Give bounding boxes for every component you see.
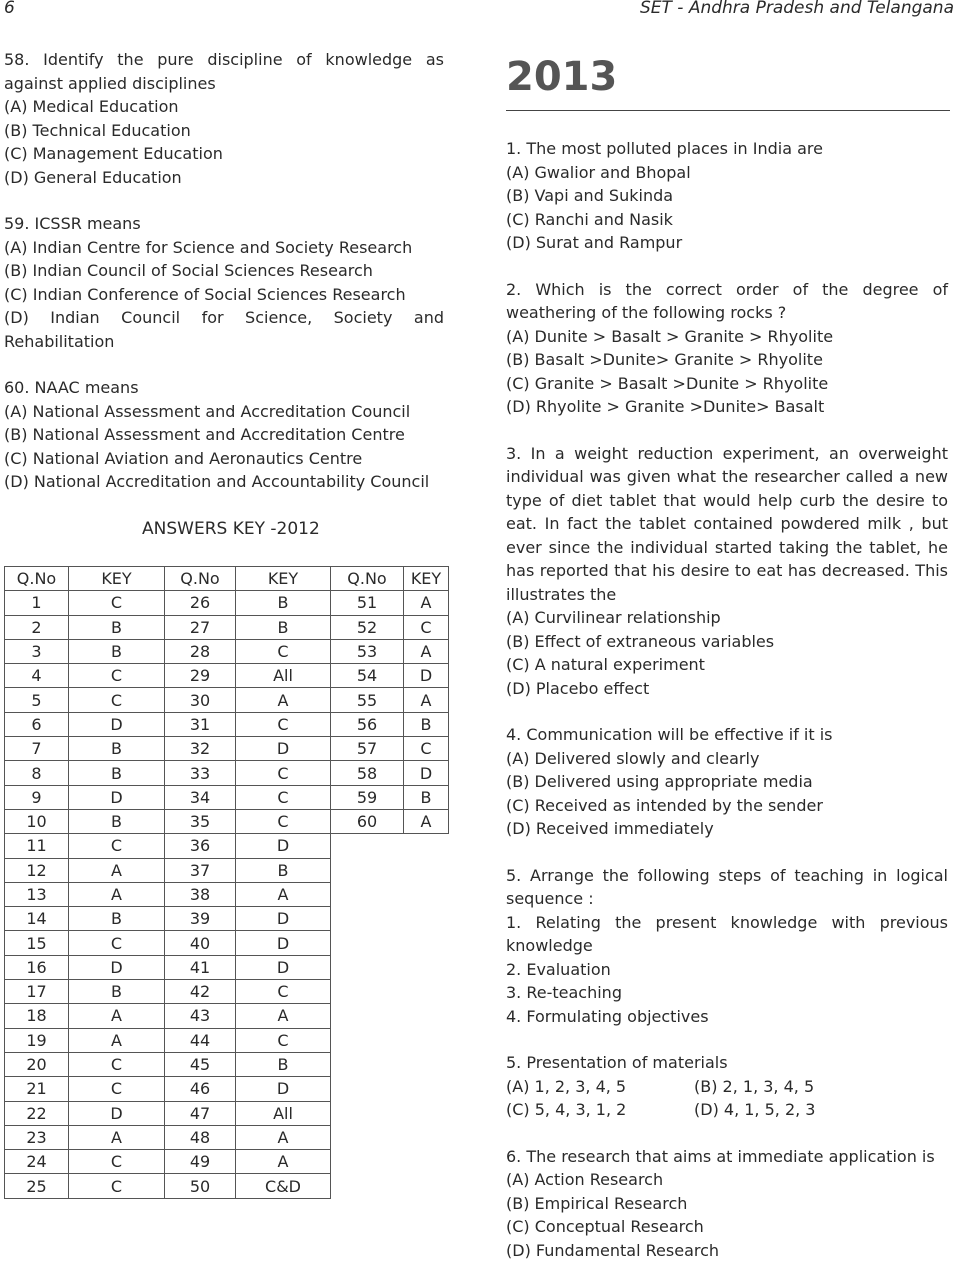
table-cell: 7 [5, 737, 69, 761]
table-row [5, 980, 449, 1004]
table-cell: B [236, 1052, 331, 1076]
option-grid [506, 1075, 948, 1122]
option: (B) Indian Council of Social Sciences Research [4, 261, 373, 280]
table-cell: 34 [165, 785, 236, 809]
question-stem: 4. Communication will be effective if it is [506, 725, 833, 744]
table-cell: D [69, 785, 165, 809]
column-header: Q.No [5, 567, 69, 591]
table-cell: 22 [5, 1101, 69, 1125]
step-item: 5. Presentation of materials [506, 1053, 728, 1072]
table-cell: A [69, 882, 165, 906]
table-cell: 57 [331, 737, 404, 761]
option: (B) Delivered using appropriate media [506, 772, 813, 791]
question-stem: 60. NAAC means [4, 378, 139, 397]
table-cell: D [69, 712, 165, 736]
empty-cell [331, 1004, 404, 1028]
table-cell: B [69, 980, 165, 1004]
table-row [5, 1077, 449, 1101]
table-cell: 19 [5, 1028, 69, 1052]
option: (D) Rhyolite > Granite >Dunite> Basalt [506, 397, 825, 416]
table-row [5, 664, 449, 688]
table-cell: D [404, 664, 449, 688]
question-5-options [506, 1051, 948, 1122]
table-cell: 27 [165, 615, 236, 639]
empty-cell [404, 955, 449, 979]
question-58 [4, 48, 444, 189]
empty-cell [331, 834, 404, 858]
left-column [4, 48, 444, 517]
table-cell: 44 [165, 1028, 236, 1052]
table-cell: C [236, 809, 331, 833]
table-row [5, 1150, 449, 1174]
empty-cell [404, 1004, 449, 1028]
option: (A) Action Research [506, 1170, 664, 1189]
column-header: KEY [236, 567, 331, 591]
table-cell: 36 [165, 834, 236, 858]
table-cell: C [236, 785, 331, 809]
table-cell: B [236, 591, 331, 615]
empty-cell [404, 858, 449, 882]
table-cell: C [69, 591, 165, 615]
table-cell: 4 [5, 664, 69, 688]
empty-cell [404, 1125, 449, 1149]
table-cell: C [236, 1028, 331, 1052]
option: (D) Placebo effect [506, 678, 650, 698]
option: (B) Empirical Research [506, 1193, 688, 1213]
empty-cell [404, 834, 449, 858]
table-cell: 10 [5, 809, 69, 833]
table-cell: B [69, 809, 165, 833]
table-cell: 56 [331, 712, 404, 736]
table-cell: 55 [331, 688, 404, 712]
table-cell: 1 [5, 591, 69, 615]
table-row [5, 712, 449, 736]
table-cell: 3 [5, 639, 69, 663]
empty-cell [331, 1174, 404, 1198]
table-cell: 42 [165, 980, 236, 1004]
option: (C) Conceptual Research [506, 1217, 704, 1236]
question-5 [506, 864, 948, 1029]
option: (B) Basalt >Dunite> Granite > Rhyolite [506, 350, 823, 369]
table-cell: 51 [331, 591, 404, 615]
option: (D) National Accreditation and Accountability Council [4, 472, 430, 491]
question-60 [4, 376, 444, 494]
empty-cell [331, 907, 404, 931]
table-row [5, 1174, 449, 1198]
table-cell: D [236, 907, 331, 931]
empty-cell [331, 1028, 404, 1052]
table-cell: 37 [165, 858, 236, 882]
table-cell: D [236, 955, 331, 979]
table-cell: 20 [5, 1052, 69, 1076]
table-cell: 38 [165, 882, 236, 906]
table-cell: B [69, 615, 165, 639]
table-row [5, 785, 449, 809]
table-cell: All [236, 664, 331, 688]
table-cell: C&D [236, 1174, 331, 1198]
table-row [5, 882, 449, 906]
question-stem: 3. In a weight reduction experiment, an overweight individual was given what the researcher called a new type of diet tablet that would help curb the desire to eat. In fact the tablet contained powdered milk , but ever since the individual started taking the tablet, he has reported that his desire to eat has decreased. This illustrates the [506, 443, 948, 604]
table-cell: 21 [5, 1077, 69, 1101]
table-cell: 59 [331, 785, 404, 809]
table-row [5, 1052, 449, 1076]
table-cell: 41 [165, 955, 236, 979]
option: (C) Indian Conference of Social Sciences Research [4, 284, 406, 304]
column-header: Q.No [165, 567, 236, 591]
table-cell: 23 [5, 1125, 69, 1149]
table-cell: B [404, 785, 449, 809]
page-header [0, 0, 960, 22]
table-cell: A [236, 1125, 331, 1149]
question-stem: 2. Which is the correct order of the degree of weathering of the following rocks ? [506, 279, 948, 322]
empty-cell [404, 1052, 449, 1076]
table-cell: B [69, 761, 165, 785]
table-cell: A [236, 1004, 331, 1028]
table-cell: 39 [165, 907, 236, 931]
table-cell: C [69, 931, 165, 955]
option: (D) Received immediately [506, 819, 714, 838]
empty-cell [404, 1077, 449, 1101]
option: (A) Delivered slowly and clearly [506, 748, 760, 768]
table-cell: 28 [165, 639, 236, 663]
empty-cell [331, 858, 404, 882]
table-cell: 52 [331, 615, 404, 639]
empty-cell [404, 907, 449, 931]
table-cell: 29 [165, 664, 236, 688]
table-cell: 30 [165, 688, 236, 712]
year-heading: 2013 [506, 54, 618, 100]
table-cell: 26 [165, 591, 236, 615]
table-cell: A [69, 1028, 165, 1052]
empty-cell [331, 931, 404, 955]
option: (D) General Education [4, 167, 182, 187]
option: (B) Technical Education [4, 120, 191, 140]
table-cell: B [69, 639, 165, 663]
table-cell: 33 [165, 761, 236, 785]
empty-cell [404, 1028, 449, 1052]
empty-cell [331, 1125, 404, 1149]
table-cell: D [69, 955, 165, 979]
table-row [5, 688, 449, 712]
table-cell: All [236, 1101, 331, 1125]
table-cell: B [69, 907, 165, 931]
question-stem: 58. Identify the pure discipline of knowledge as against applied disciplines [4, 50, 444, 93]
table-cell: C [69, 1174, 165, 1198]
option: (B) Effect of extraneous variables [506, 631, 775, 651]
table-cell: 50 [165, 1174, 236, 1198]
question-stem: 1. The most polluted places in India are [506, 139, 823, 158]
table-cell: D [69, 1101, 165, 1125]
option: (D) Surat and Rampur [506, 233, 683, 252]
table-cell: A [236, 882, 331, 906]
step-item: 2. Evaluation [506, 959, 611, 979]
table-row [5, 955, 449, 979]
table-cell: 13 [5, 882, 69, 906]
option: (C) A natural experiment [506, 655, 705, 674]
table-cell: 40 [165, 931, 236, 955]
table-cell: A [236, 688, 331, 712]
table-row [5, 591, 449, 615]
table-row [5, 639, 449, 663]
table-row [5, 907, 449, 931]
table-cell: 5 [5, 688, 69, 712]
empty-cell [331, 1052, 404, 1076]
table-cell: 11 [5, 834, 69, 858]
table-cell: C [69, 1077, 165, 1101]
table-cell: B [404, 712, 449, 736]
table-cell: 16 [5, 955, 69, 979]
empty-cell [404, 1101, 449, 1125]
table-cell: A [404, 688, 449, 712]
right-column [506, 48, 948, 1285]
table-cell: 24 [5, 1150, 69, 1174]
table-cell: D [404, 761, 449, 785]
table-cell: 2 [5, 615, 69, 639]
table-cell: D [236, 834, 331, 858]
divider [506, 110, 950, 111]
table-cell: 25 [5, 1174, 69, 1198]
table-cell: A [69, 1004, 165, 1028]
option: (C) 5, 4, 3, 1, 2 [506, 1100, 627, 1119]
empty-cell [331, 980, 404, 1004]
table-cell: A [69, 1125, 165, 1149]
table-cell: 35 [165, 809, 236, 833]
table-cell: C [236, 761, 331, 785]
table-cell: D [236, 737, 331, 761]
option: (A) Gwalior and Bhopal [506, 162, 691, 182]
empty-cell [331, 955, 404, 979]
table-cell: C [236, 639, 331, 663]
option: (D) Indian Council for Science, Society and Rehabilitation [4, 308, 444, 351]
table-cell: B [69, 737, 165, 761]
table-cell: D [236, 931, 331, 955]
table-cell: C [236, 980, 331, 1004]
table-cell: 32 [165, 737, 236, 761]
step-item: 3. Re-teaching [506, 983, 622, 1002]
question-stem: 59. ICSSR means [4, 214, 141, 233]
table-cell: 58 [331, 761, 404, 785]
option: (D) Fundamental Research [506, 1240, 720, 1260]
table-cell: 18 [5, 1004, 69, 1028]
question-1 [506, 137, 948, 255]
table-row [5, 834, 449, 858]
table-cell: C [236, 712, 331, 736]
empty-cell [404, 1174, 449, 1198]
table-cell: C [69, 688, 165, 712]
empty-cell [404, 1150, 449, 1174]
table-cell: 31 [165, 712, 236, 736]
table-cell: 47 [165, 1101, 236, 1125]
option: (A) Dunite > Basalt > Granite > Rhyolite [506, 326, 834, 346]
table-cell: 6 [5, 712, 69, 736]
question-59 [4, 212, 444, 353]
table-row [5, 1101, 449, 1125]
empty-cell [331, 1150, 404, 1174]
table-row [5, 615, 449, 639]
empty-cell [404, 931, 449, 955]
table-cell: A [404, 591, 449, 615]
table-cell: 53 [331, 639, 404, 663]
option: (B) Vapi and Sukinda [506, 186, 674, 205]
table-row [5, 1004, 449, 1028]
option: (D) 4, 1, 5, 2, 3 [694, 1100, 816, 1119]
option: (C) National Aviation and Aeronautics Centre [4, 448, 363, 468]
table-row [5, 737, 449, 761]
table-cell: 54 [331, 664, 404, 688]
table-cell: 43 [165, 1004, 236, 1028]
answers-key-table [4, 566, 449, 1199]
column-header: KEY [404, 567, 449, 591]
option: (A) Curvilinear relationship [506, 608, 721, 627]
table-cell: 17 [5, 980, 69, 1004]
option: (B) National Assessment and Accreditation Centre [4, 425, 405, 444]
empty-cell [404, 980, 449, 1004]
answers-key-title: ANSWERS KEY -2012 [142, 519, 320, 539]
table-cell: A [69, 858, 165, 882]
table-cell: C [69, 1052, 165, 1076]
table-cell: C [404, 615, 449, 639]
option: (B) 2, 1, 3, 4, 5 [694, 1076, 815, 1096]
table-row [5, 1028, 449, 1052]
table-header-row [5, 567, 449, 591]
table-cell: 15 [5, 931, 69, 955]
table-cell: A [236, 1150, 331, 1174]
option: (C) Management Education [4, 144, 223, 163]
question-4 [506, 723, 948, 841]
table-cell: 60 [331, 809, 404, 833]
table-cell: 14 [5, 907, 69, 931]
empty-cell [404, 882, 449, 906]
option: (C) Granite > Basalt >Dunite > Rhyolite [506, 373, 829, 393]
running-title: SET - Andhra Pradesh and Telangana [639, 0, 954, 18]
empty-cell [331, 1101, 404, 1125]
table-row [5, 858, 449, 882]
question-6 [506, 1145, 948, 1263]
option: (A) Indian Centre for Science and Society Research [4, 237, 413, 257]
table-cell: C [69, 664, 165, 688]
question-2 [506, 278, 948, 419]
table-row [5, 1125, 449, 1149]
table-cell: D [236, 1077, 331, 1101]
table-cell: 12 [5, 858, 69, 882]
table-cell: A [404, 639, 449, 663]
column-header: KEY [69, 567, 165, 591]
option: (A) 1, 2, 3, 4, 5 [506, 1076, 627, 1096]
option: (A) Medical Education [4, 97, 179, 116]
empty-cell [331, 882, 404, 906]
step-item: 4. Formulating objectives [506, 1006, 709, 1026]
column-header: Q.No [331, 567, 404, 591]
empty-cell [331, 1077, 404, 1101]
table-cell: 9 [5, 785, 69, 809]
option: (C) Ranchi and Nasik [506, 209, 673, 229]
page-number: 6 [4, 0, 15, 18]
table-cell: A [404, 809, 449, 833]
step-item: 1. Relating the present knowledge with previous knowledge [506, 912, 948, 955]
table-cell: C [69, 834, 165, 858]
table-row [5, 761, 449, 785]
question-stem: 5. Arrange the following steps of teaching in logical sequence : [506, 865, 948, 908]
option: (C) Received as intended by the sender [506, 795, 823, 815]
option: (A) National Assessment and Accreditation Council [4, 401, 411, 421]
table-cell: B [236, 615, 331, 639]
table-cell: 48 [165, 1125, 236, 1149]
question-3 [506, 442, 948, 701]
table-cell: 46 [165, 1077, 236, 1101]
table-row [5, 809, 449, 833]
table-cell: 8 [5, 761, 69, 785]
question-stem: 6. The research that aims at immediate application is [506, 1146, 935, 1166]
table-row [5, 931, 449, 955]
table-cell: 45 [165, 1052, 236, 1076]
table-cell: 49 [165, 1150, 236, 1174]
table-cell: C [69, 1150, 165, 1174]
table-cell: C [404, 737, 449, 761]
table-cell: B [236, 858, 331, 882]
